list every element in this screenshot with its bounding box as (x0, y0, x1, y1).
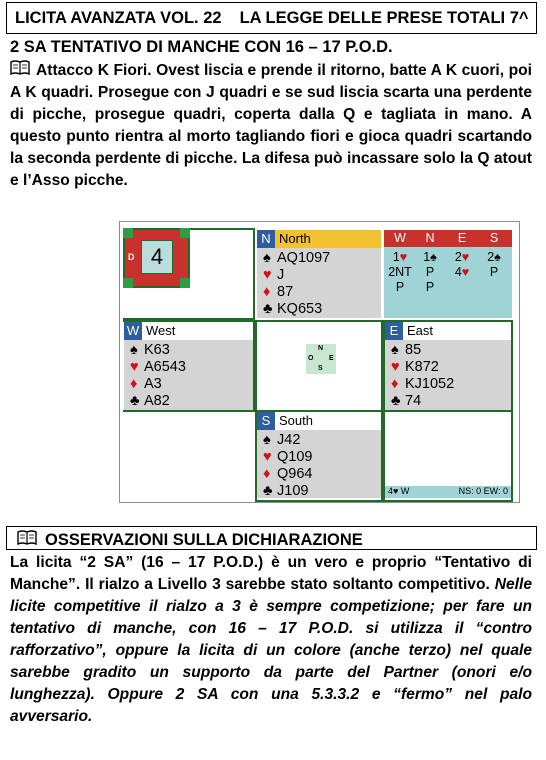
observations-header (6, 526, 537, 550)
east-clubs: ♣ 74 (391, 393, 422, 409)
diamond-icon: ♦ (263, 466, 271, 482)
intro-paragraph (10, 60, 532, 192)
compass-icon: N O E S (306, 344, 336, 374)
seat-name-east: East (407, 323, 434, 338)
corner-mark (180, 228, 190, 238)
bridge-diagram (119, 221, 520, 503)
bid: 2NT (388, 265, 412, 279)
club-icon: ♣ (263, 301, 273, 317)
spade-icon: ♠ (391, 342, 399, 358)
south-clubs: ♣ J109 (263, 483, 309, 499)
south-hand (257, 412, 381, 498)
heart-icon: ♥ (391, 359, 400, 375)
bid: P (395, 280, 405, 294)
open-book-icon (17, 530, 37, 550)
south-diamonds: ♦ Q964 (263, 466, 313, 482)
east-hearts: ♥ K872 (391, 359, 439, 375)
seat-tag-east: E (385, 322, 403, 340)
open-book-icon (10, 60, 30, 82)
south-header (257, 412, 381, 430)
auction-col-west: W (394, 231, 406, 245)
board-number: 4 (141, 240, 173, 274)
auction-col-east: E (457, 231, 467, 245)
spade-icon: ♠ (130, 342, 138, 358)
observations-paragraph (10, 552, 532, 728)
east-spades: ♠ 85 (391, 342, 422, 358)
east-diamonds: ♦ KJ1052 (391, 376, 455, 392)
intro-text: Attacco K Fiori. Ovest liscia e prende il ritorno, batte A K cuori, poi A K quadri. Prosegue con J quadri e se sud liscia scarta una perdente di picche, prosegue quadri, coperta dalla Q e tagliata in mano. A questo punto rientra al morto tagliando fiori e gioca quadri scartando la seconda perdente di picche. La difesa può incassare solo la Q atout e l’Asso picche. (10, 62, 532, 189)
dealer-marker: D (128, 252, 135, 262)
west-hearts: ♥ A6543 (130, 359, 186, 375)
seat-tag-south: S (257, 412, 275, 430)
seat-name-south: South (279, 413, 313, 428)
bid: 1♠ (423, 250, 437, 264)
section-subtitle: 2 SA TENTATIVO DI MANCHE CON 16 – 17 P.O.D. (10, 38, 393, 56)
seat-name-north: North (279, 231, 311, 246)
spade-icon: ♠ (263, 432, 271, 448)
heart-icon: ♥ (130, 359, 139, 375)
north-hand (257, 230, 381, 318)
observations-italic-text: Nelle licite competitive il rialzo a 3 è sempre competizione; per fare un tentativo di manche, con 16 – 17 P.O.D. si utilizza il “contro rafforzativo”, oppure la licita di un colore (anche terzo) nel quale sarebbe gradito un supporto da parte del Partner (onori e/o lunghezza). Oppure 2 SA con una 5.3.3.2 e “fermo” nel palo avversario. (10, 576, 532, 725)
bid: 2♠ (487, 250, 501, 264)
north-hearts: ♥ J (263, 267, 285, 283)
chapter-title: LA LEGGE DELLE PRESE TOTALI 7^ (239, 9, 529, 27)
north-diamonds: ♦ 87 (263, 284, 294, 300)
west-spades: ♠ K63 (130, 342, 170, 358)
table-center (257, 322, 381, 410)
west-clubs: ♣ A82 (130, 393, 170, 409)
west-header (124, 322, 253, 340)
board-number-box (123, 228, 190, 288)
observations-text: La licita “2 SA” (16 – 17 P.O.D.) è un vero e proprio “Tentativo di Manche”. Il rialzo a Livello 3 sarebbe stato soltanto competitivo. (10, 554, 532, 593)
south-spades: ♠ J42 (263, 432, 301, 448)
bid: 2♥ (454, 250, 470, 264)
diamond-icon: ♦ (263, 284, 271, 300)
heart-icon: ♥ (263, 267, 272, 283)
auction-table (384, 230, 512, 318)
seat-tag-north: N (257, 230, 275, 248)
bid: P (425, 280, 435, 294)
corner-mark (123, 278, 133, 288)
bid: P (425, 265, 435, 279)
corner-mark (123, 228, 133, 238)
diamond-icon: ♦ (130, 376, 138, 392)
result-bar (385, 486, 511, 498)
volume-title: LICITA AVANZATA VOL. 22 (15, 9, 222, 27)
contract-label: 4♥ W (388, 486, 410, 496)
heart-icon: ♥ (263, 449, 272, 465)
south-hearts: ♥ Q109 (263, 449, 313, 465)
east-hand (385, 322, 511, 410)
header-title (15, 9, 529, 28)
bid: P (489, 265, 499, 279)
club-icon: ♣ (130, 393, 140, 409)
auction-col-south: S (489, 231, 499, 245)
seat-tag-west: W (124, 322, 142, 340)
observations-title: OSSERVAZIONI SULLA DICHIARAZIONE (17, 530, 363, 550)
east-header (385, 322, 511, 340)
west-hand (124, 322, 253, 410)
north-spades: ♠ AQ1097 (263, 250, 331, 266)
auction-header (384, 230, 512, 247)
north-header (257, 230, 381, 248)
corner-mark (180, 278, 190, 288)
club-icon: ♣ (263, 483, 273, 499)
bid: 1♥ (392, 250, 408, 264)
header-box (6, 2, 537, 34)
seat-name-west: West (146, 323, 176, 338)
west-diamonds: ♦ A3 (130, 376, 162, 392)
auction-col-north: N (425, 231, 435, 245)
diamond-icon: ♦ (391, 376, 399, 392)
bid: 4♥ (454, 265, 470, 279)
spade-icon: ♠ (263, 250, 271, 266)
score-label: NS: 0 EW: 0 (458, 486, 508, 496)
north-clubs: ♣ KQ653 (263, 301, 323, 317)
club-icon: ♣ (391, 393, 401, 409)
